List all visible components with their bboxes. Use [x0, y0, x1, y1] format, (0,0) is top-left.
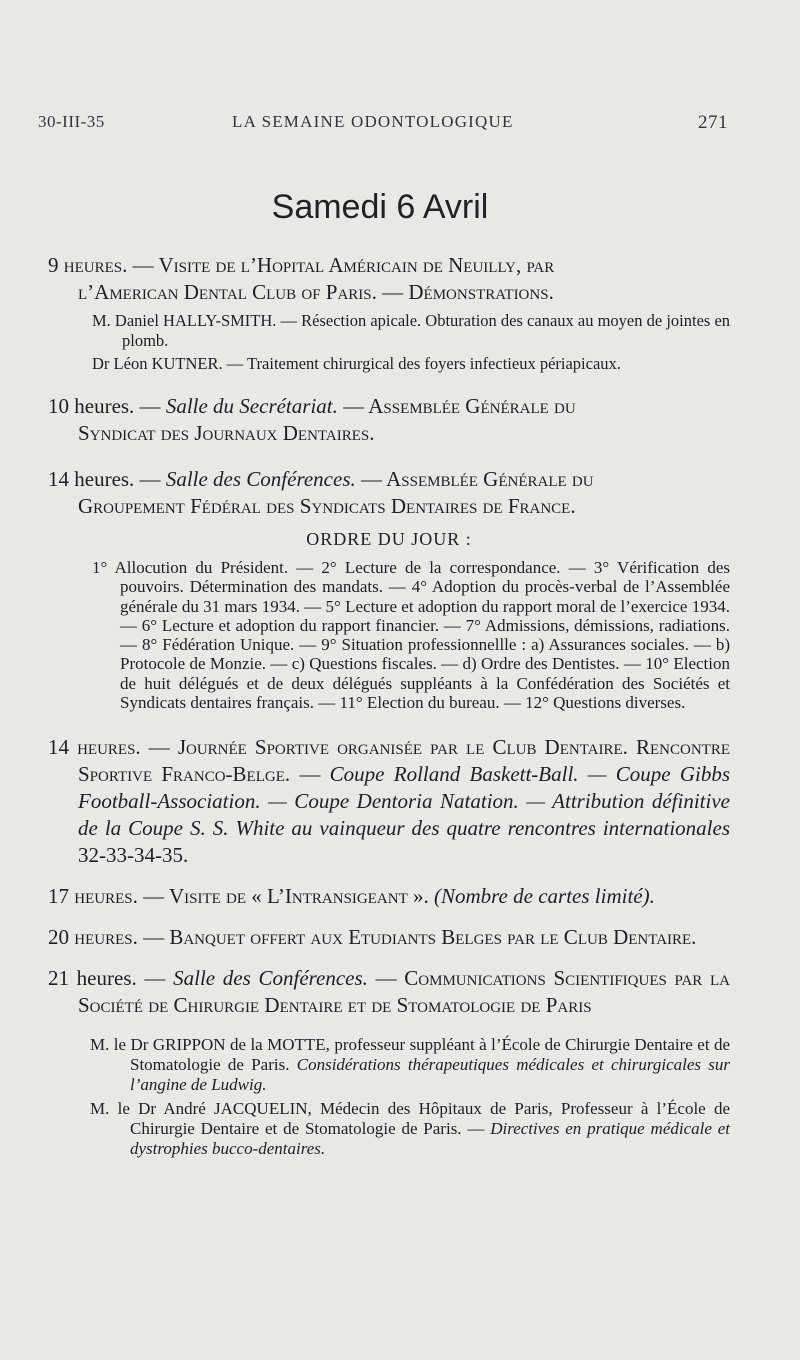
speaker-entry [90, 1099, 730, 1159]
entry-room: Salle du Secrétariat. [165, 394, 338, 418]
agenda-items: 1° Allocution du Président. — 2° Lecture de la correspondance. — 3° Vérification des pouvoirs. Détermination des mandats. — 4° Adoption du procès-verbal de l’Assemblée générale du 31 mars 1934. — 5° Lecture et adoption du rapport moral de l’exercice 1934. — 6° Lecture et adoption du rapport financier. — 7° Admissions, démissions, radiations. — 8° Fédération Unique. — 9° Situation professionnellle : a) Assurances sociales. — b) Protocole de Monzie. — c) Questions fiscales. — d) Ordre des Dentistes. — 10° Election de huit délégués et de deux délégués suppléants à la Confédération des Sociétés et Syndicats dentaires français. — 11° Election du bureau. — 12° Questions diverses. [92, 558, 730, 713]
entry-hour: 21 heures. — [48, 966, 174, 991]
program-entry-21h [48, 965, 730, 1019]
entry-room: Salle des Conférences. [165, 467, 356, 491]
entry-line: 9 heures. — Visite de l’Hopital Américain de Neuilly, par [48, 253, 555, 277]
program-content [48, 252, 730, 1159]
speaker-topic: Directives en pratique médicale et dystrophies bucco-dentaires. [130, 1119, 730, 1159]
entry-line: Syndicat des Journaux Dentaires. [78, 421, 375, 445]
entry-room: Salle des Conférences. [173, 966, 368, 991]
entry-event: — Assemblée Générale du [355, 467, 594, 491]
entry-event: — Communications Scientifiques par la Société de Chirurgie Dentaire et de Stomatologie de Paris [78, 966, 730, 1018]
program-entry-14h-sport [48, 734, 730, 869]
agenda-title: ORDRE DU JOUR : [306, 529, 472, 549]
entry-cups: Coupe Rolland Baskett-Ball. — Coupe Gibbs Football-Association. — Coupe Dentoria Natation. — Attribution définitive de la Coupe S. S. White au vainqueur des quatre rencontres internationales [78, 762, 731, 841]
entry-years: 32-33-34-35. [78, 843, 189, 868]
program-entry-14h-assembly [48, 466, 730, 520]
entry-event: 14 heures. — Journée Sportive organisée par le Club Dentaire. Rencontre Sportive Franco-Belge. — [48, 735, 730, 787]
entry-hour: 14 heures. — [48, 467, 166, 491]
agenda-text [92, 558, 730, 712]
program-entry-17h [48, 883, 730, 910]
entry-line [48, 393, 730, 420]
entry-note: (Nombre de cartes limité). [434, 884, 655, 909]
program-entry-20h: 20 heures. — Banquet offert aux Etudiants Belges par le Club Dentaire. [48, 925, 697, 950]
header-page-number: 271 [698, 112, 728, 133]
speaker-name: M. le Dr GRIPPON de la MOTTE, professeur suppléant à l’École de Chirurgie Dentaire et de Stomatologie de Paris. [90, 1035, 730, 1075]
page-title: Samedi 6 Avril [271, 188, 489, 226]
entry-event: — Assemblée Générale du [337, 394, 576, 418]
sub-item: M. Daniel HALLY-SMITH. — Résection apicale. Obturation des canaux au moyen de jointes en plomb. [92, 311, 731, 350]
entry-line: Groupement Fédéral des Syndicats Dentaires de France. [78, 494, 576, 518]
entry-line [48, 466, 730, 493]
program-entry-9h [48, 252, 730, 306]
header-date: 30-III-35 [38, 112, 105, 131]
speaker-name: M. le Dr André JACQUELIN, Médecin des Hôpitaux de Paris, Professeur à l’École de Chirurgie Dentaire et de Stomatologie de Paris. — [90, 1099, 730, 1139]
speaker-entry [90, 1035, 730, 1095]
header-journal-title: LA SEMAINE ODONTOLOGIQUE [232, 112, 514, 131]
speaker-topic: Considérations thérapeutiques médicales et chirurgicales sur l’angine de Ludwig. [130, 1055, 730, 1095]
entry-line: l’American Dental Club of Paris. — Démonstrations. [78, 280, 554, 304]
entry-hour: 10 heures. — [48, 394, 166, 418]
sub-item: Dr Léon KUTNER. — Traitement chirurgical des foyers infectieux périapicaux. [92, 354, 621, 373]
program-entry-10h [48, 393, 730, 447]
entry-event: 17 heures. — Visite de « L’Intransigeant ». [48, 884, 434, 909]
